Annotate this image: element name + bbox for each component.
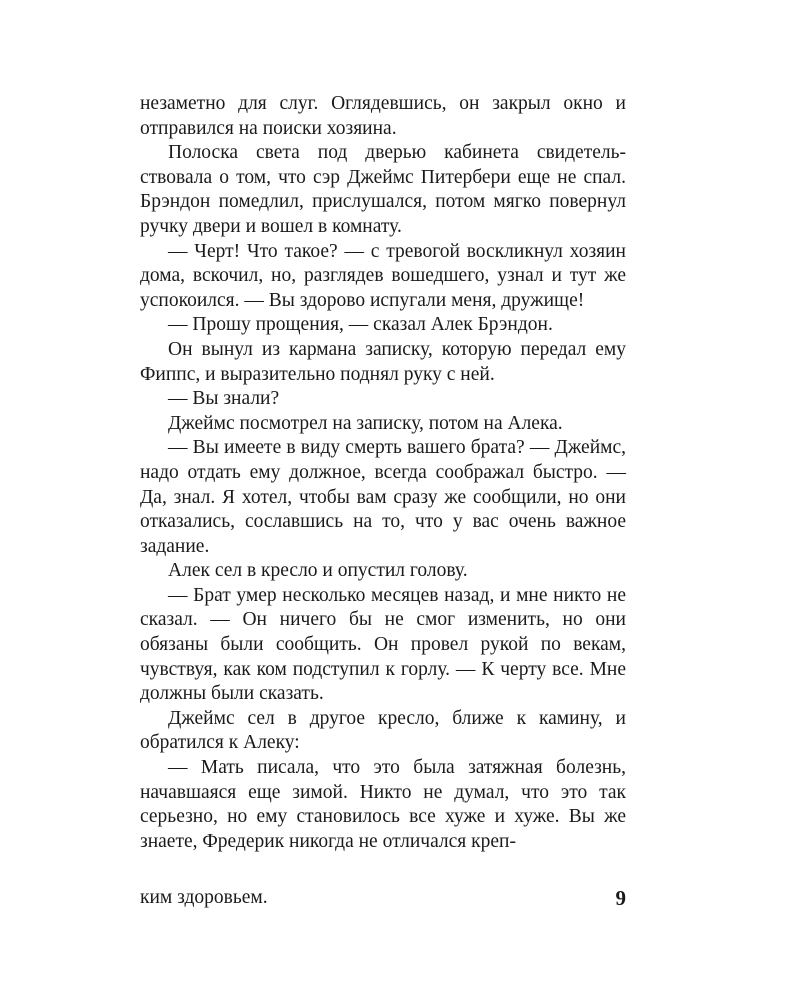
paragraph: — Прошу прощения, — сказал Алек Брэндон.	[168, 314, 553, 336]
paragraph: — Мать писала, что это была затяжная болезнь, начавшаяся еще зимой. Никто не думал, что это так серьезно, но ему становилось все хуже и хуже. Вы же знаете, Фредерик никогда не отличался креп-	[140, 757, 626, 852]
paragraph: Полоска света под дверью кабинета свидетельствовала о том, что сэр Джеймс Питербери еще не спал. Брэндон помедлил, прислушался, потом мягко повернул ручку двери и вошел в комнату.	[140, 142, 626, 237]
paragraph: Джеймс сел в другое кресло, ближе к камину, и обратился к Алеку:	[140, 707, 626, 754]
paragraph: — Вы знали?	[168, 388, 280, 410]
paragraph: — Черт! Что такое? — с тревогой воскликнул хозяин дома, вскочил, но, разглядев вошедшего, узнал и тут же успокоился. — Вы здорово испугали меня, дружище!	[140, 240, 626, 311]
paragraph: Он вынул из кармана записку, которую передал ему Фиппс, и выразительно поднял руку с ней.	[140, 338, 626, 385]
paragraph: — Брат умер несколько месяцев назад, и мне никто не сказал. — Он ничего бы не смог изменить, но они обязаны были сообщить. Он провел рукой по векам, чувствуя, как ком подступил к горлу. — К черту все. Мне должны были сказать.	[140, 584, 626, 705]
paragraph: — Вы имеете в виду смерть вашего брата? — Джеймс, надо отдать ему должное, всегда соображал быстро. — Да, знал. Я хотел, чтобы вам сразу же сообщили, но они отказались, сославшись на то, что у вас очень важное задание.	[140, 437, 626, 557]
page-footer	[140, 886, 626, 911]
paragraph: Алек сел в кресло и опустил голову.	[168, 560, 468, 582]
paragraph: Джеймс посмотрел на записку, потом на Алека.	[168, 412, 563, 434]
last-line-text: ким здоровьем.	[140, 887, 268, 908]
page-number: 9	[615, 886, 626, 910]
paragraph: незаметно для слуг. Оглядевшись, он закрыл окно и отправился на поиски хозяина.	[140, 93, 626, 139]
page-body	[140, 92, 626, 854]
